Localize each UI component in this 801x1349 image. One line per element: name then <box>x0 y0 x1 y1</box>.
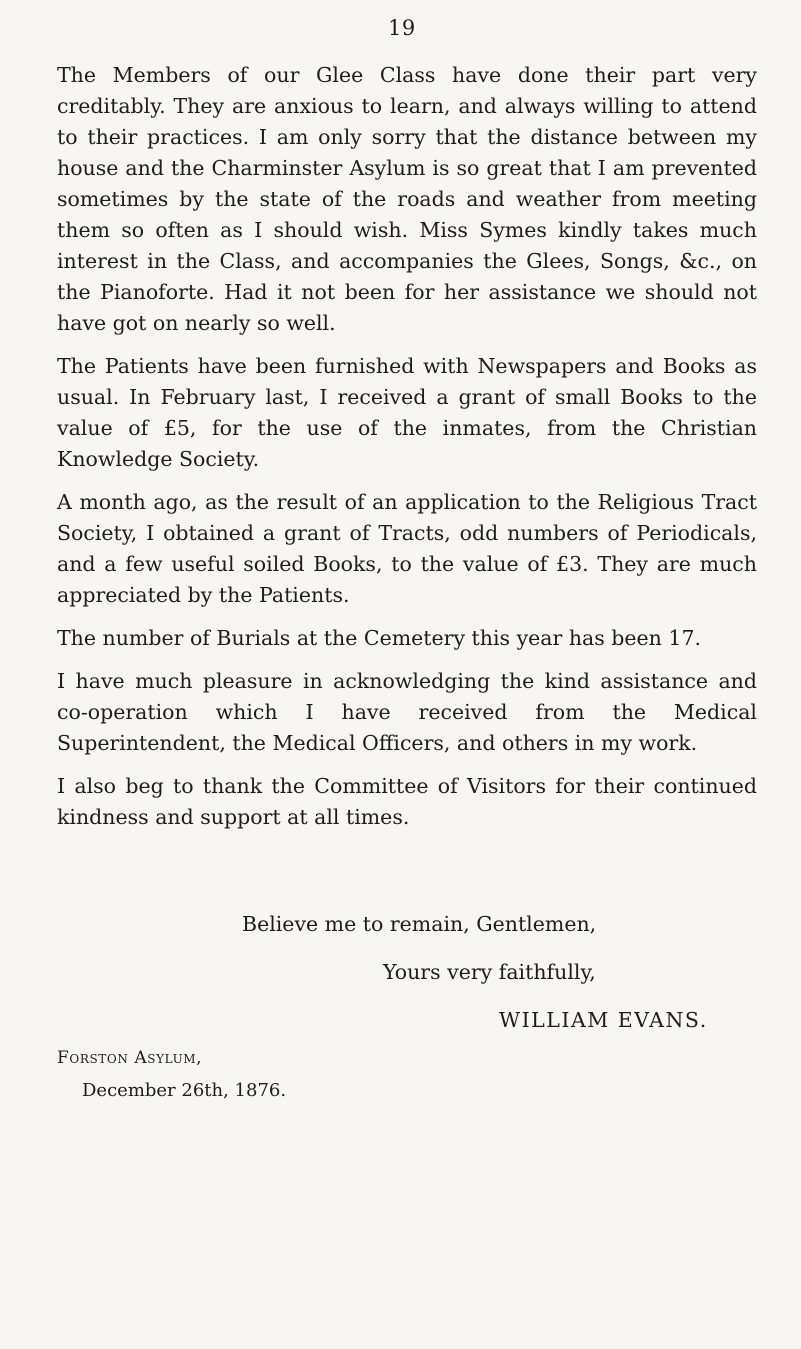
closing-believe: Believe me to remain, Gentlemen, <box>242 912 597 936</box>
date-line: December 26th, 1876. <box>82 1080 287 1101</box>
paragraph-glee-class: The Members of our Glee Class have done their part very creditably. They are anxious to learn, and always willing to attend to their practices. I am only sorry that the distance between my house and the Charminster Asylum is so great that I am prevented sometimes by the state of the roads and weather from meeting them so often as I should wish. Miss Symes kindly takes much interest in the Class, and accompanies the Glees, Songs, &c., on the Pianoforte. Had it not been for her assistance we should not have got on nearly so well. <box>57 63 757 335</box>
paragraph-tract-society: A month ago, as the result of an application to the Religious Tract Society, I obtained a grant of Tracts, odd numbers of Periodicals, and a few useful soiled Books, to the value of £3. They are much appreciated by the Patients. <box>57 490 757 607</box>
paragraph-thanks-committee: I also beg to thank the Committee of Visitors for their continued kindness and support at all times. <box>57 774 757 829</box>
paragraph-newspapers-books: The Patients have been furnished with Newspapers and Books as usual. In February last, I received a grant of small Books to the value of £5, for the use of the inmates, from the Christian Knowledge Society. <box>57 354 757 471</box>
signature-name: WILLIAM EVANS. <box>499 1008 708 1032</box>
letter-body <box>57 60 757 845</box>
place-line: Forston Asylum, <box>57 1048 203 1068</box>
closing-yours: Yours very faithfully, <box>383 960 596 984</box>
paragraph-acknowledgement: I have much pleasure in acknowledging the kind assistance and co-operation which I have received from the Medical Superintendent, the Medical Officers, and others in my work. <box>57 669 757 755</box>
paragraph-burials: The number of Burials at the Cemetery this year has been 17. <box>57 626 701 650</box>
page-number: 19 <box>388 16 416 40</box>
